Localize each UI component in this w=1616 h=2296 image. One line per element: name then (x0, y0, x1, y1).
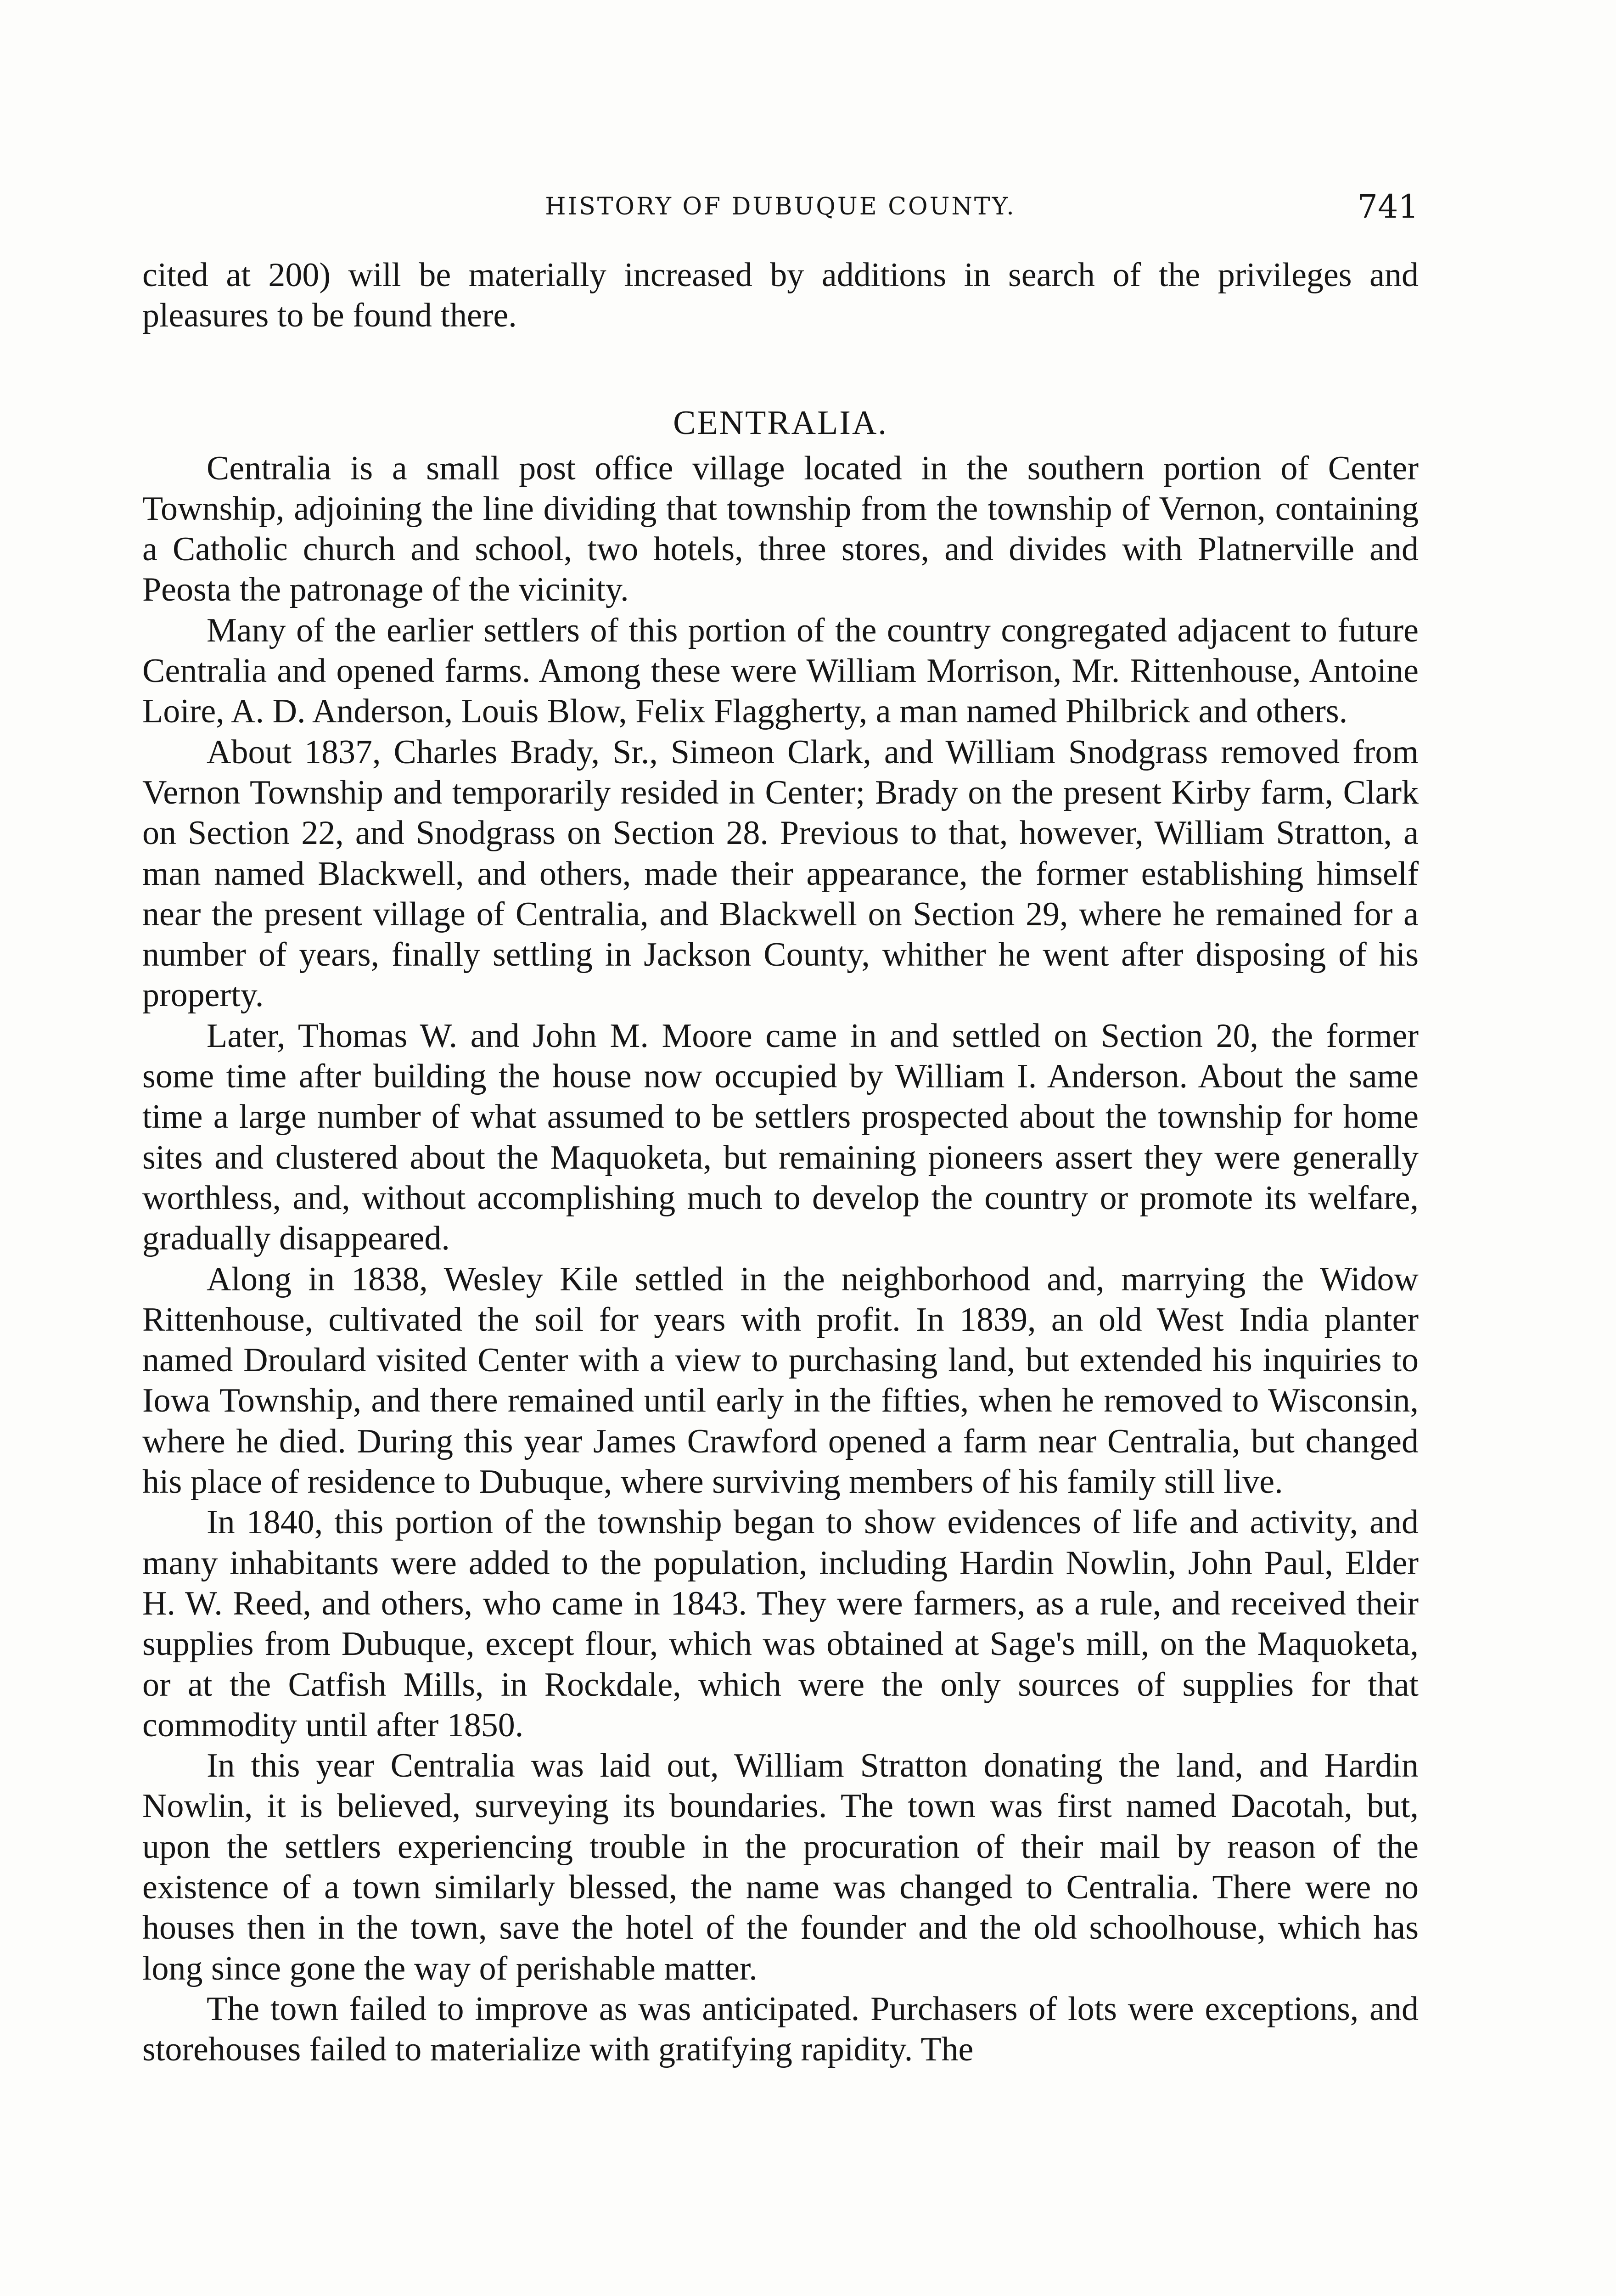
continuation-paragraph: cited at 200) will be materially increased by additions in search of the privileges and pleasures to be found there. (142, 256, 1419, 335)
paragraph-intro: Centralia is a small post office village located in the southern portion of Center Township, adjoining the line dividing that township from the township of Vernon, containing a Catholic church and school, two hotels, three stores, and divides with Platnerville and Peosta the patronage of the vicinity. (142, 449, 1419, 609)
paragraph-failed-to-improve: The town failed to improve as was anticipated. Purchasers of lots were exceptions, and storehouses failed to materialize with gratifying rapidity. The (142, 1990, 1419, 2069)
paragraph-1838: Along in 1838, Wesley Kile settled in the neighborhood and, marrying the Widow Rittenhouse, cultivated the soil for years with profit. In 1839, an old West India planter named Droulard visited Center with a view to purchasing land, but extended his inquiries to Iowa Township, and there remained until early in the fifties, when he removed to Wisconsin, where he died. During this year James Crawford opened a farm near Centralia, but changed his place of residence to Dubuque, where surviving members of his family still live. (142, 1260, 1419, 1501)
paragraph-1837: About 1837, Charles Brady, Sr., Simeon Clark, and William Snodgrass removed from Vernon Township and temporarily resided in Center; Brady on the present Kirby farm, Clark on Section 22, and Snodgrass on Section 28. Previous to that, however, William Stratton, a man named Blackwell, and others, made their appearance, the former establishing himself near the present village of Centralia, and Blackwell on Section 29, where he remained for a number of years, finally settling in Jackson County, whither he went after disposing of his property. (142, 733, 1419, 1014)
running-head (142, 186, 1419, 227)
paragraph-laid-out: In this year Centralia was laid out, William Stratton donating the land, and Hardin Nowlin, it is believed, surveying its boundaries. The town was first named Dacotah, but, upon the settlers experiencing trouble in the procuration of their mail by reason of the existence of a town similarly blessed, the name was changed to Centralia. There were no houses then in the town, save the hotel of the founder and the old schoolhouse, which has long since gone the way of perishable matter. (142, 1747, 1419, 1987)
text-block (142, 255, 1419, 2070)
paragraph-moore: Later, Thomas W. and John M. Moore came in and settled on Section 20, the former some time after building the house now occupied by William I. Anderson. About the same time a large number of what assumed to be settlers prospected about the township for home sites and clustered about the Maquoketa, but remaining pioneers assert they were generally worthless, and, without accomplishing much to develop the country or promote its welfare, gradually disappeared. (142, 1017, 1419, 1258)
paragraph-early-settlers: Many of the earlier settlers of this portion of the country congregated adjacent to future Centralia and opened farms. Among these were William Morrison, Mr. Rittenhouse, Antoine Loire, A. D. Anderson, Louis Blow, Felix Flaggherty, a man named Philbrick and others. (142, 611, 1419, 731)
running-title: HISTORY OF DUBUQUE COUNTY. (545, 193, 1016, 220)
section-heading: CENTRALIA. (673, 404, 888, 442)
paragraph-1840: In 1840, this portion of the township began to show evidences of life and activity, and many inhabitants were added to the population, including Hardin Nowlin, John Paul, Elder H. W. Reed, and others, who came in 1843. They were farmers, as a rule, and received their supplies from Dubuque, except flour, which was obtained at Sage's mill, on the Maquoketa, or at the Catfish Mills, in Rockdale, which were the only sources of supplies for that commodity until after 1850. (142, 1503, 1419, 1744)
page-number: 741 (1357, 188, 1419, 225)
